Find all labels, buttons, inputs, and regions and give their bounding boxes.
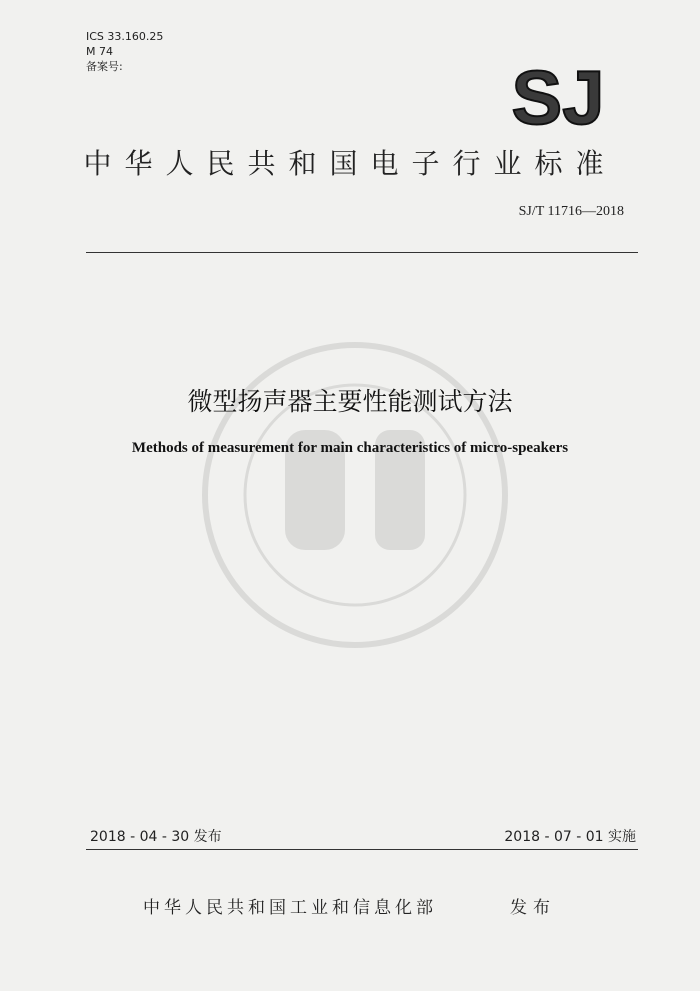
standard-number: SJ/T 11716—2018: [518, 204, 624, 219]
issuing-authority: 中华人民共和国工业和信息化部: [143, 898, 437, 918]
record-number-label: 备案号:: [86, 60, 123, 73]
title-chinese: 微型扬声器主要性能测试方法: [187, 387, 513, 416]
issue-date: 2018 - 04 - 30 发布: [90, 829, 222, 845]
implementation-date: 2018 - 07 - 01 实施: [504, 829, 636, 845]
sj-logo-text: SJ: [511, 62, 605, 132]
sj-logo: [503, 62, 613, 132]
issued-label: 发布: [510, 898, 556, 918]
org-title: 中华人民共和国电子行业标准: [83, 147, 617, 180]
footer-divider: [86, 849, 638, 850]
header-divider: [86, 252, 638, 253]
watermark-seal: [190, 280, 520, 710]
ics-code: ICS 33.160.25: [86, 30, 164, 43]
title-english: Methods of measurement for main characteristics of micro-speakers: [131, 440, 569, 456]
category-code: M 74: [86, 45, 113, 58]
